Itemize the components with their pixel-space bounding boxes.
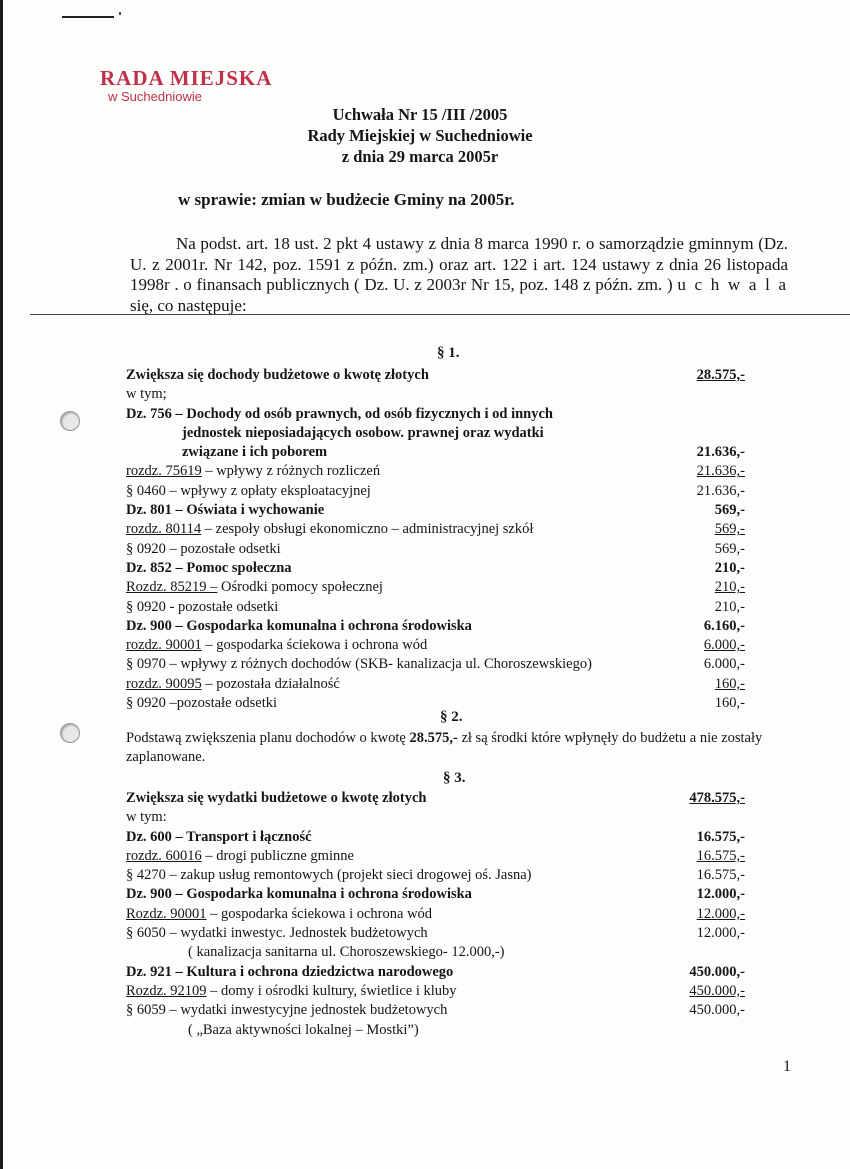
chapter-code: rozdz. 90001	[126, 637, 202, 654]
row-amount: 16.575,-	[696, 867, 745, 884]
row-label: Dz. 600 – Transport i łączność	[126, 828, 312, 845]
row-amount: 6.000,-	[703, 656, 745, 673]
scan-edge	[0, 0, 3, 1169]
row-label: jednostek nieposiadających osobow. prawnej oraz wydatki	[182, 424, 544, 441]
expenditure-paragraph-row	[126, 924, 826, 943]
chapter-name: – gospodarka ściekowa i ochrona wód	[206, 905, 433, 922]
corner-dot	[119, 12, 121, 15]
row-amount: 450.000,-	[689, 1002, 745, 1019]
chapter-code: Rozdz. 90001	[126, 905, 207, 922]
row-amount: 6.000,-	[703, 637, 745, 654]
income-division-row-continued	[126, 443, 826, 462]
header-line-1: Uchwała Nr 15 /III /2005	[332, 105, 508, 124]
row-label	[126, 847, 656, 866]
row-label: Dz. 900 – Gospodarka komunalna i ochrona środowiska	[126, 886, 472, 903]
income-division-row	[126, 559, 826, 578]
expenditure-total-row	[126, 789, 826, 808]
expenditure-row	[126, 808, 826, 827]
income-row	[126, 385, 826, 404]
row-label: § 0920 –pozostałe odsetki	[126, 695, 278, 712]
chapter-name: – domy i ośrodki kultury, świetlice i kluby	[206, 982, 457, 999]
legal-basis-tail: się, co następuje:	[130, 295, 247, 315]
income-paragraph-row	[126, 540, 826, 559]
row-amount: 569,-	[714, 502, 745, 519]
chapter-name: – gospodarka ściekowa i ochrona wód	[201, 637, 428, 654]
legal-basis-text: Na podst. art. 18 ust. 2 pkt 4 ustawy z dnia 8 marca 1990 r. o samorządzie gminnym (Dz. U. z 2001r. Nr 142, poz. 1591 z późn. zm.) oraz art. 122 i art. 124 ustawy z dnia 26 listopada 1998r . o finansach publicznych ( Dz. U. z 2003r Nr 15, poz. 148 z późn. zm. )	[130, 234, 788, 294]
row-label	[126, 520, 656, 539]
row-label: § 0920 - pozostałe odsetki	[126, 598, 279, 615]
chapter-name: – wpływy z różnych rozliczeń	[201, 463, 381, 480]
row-amount: 210,-	[714, 559, 745, 576]
row-amount: 28.575,-	[696, 367, 745, 383]
row-amount: 21.636,-	[696, 444, 745, 461]
resolves-word: u c h w a l a	[677, 275, 789, 294]
row-amount: 569,-	[714, 540, 745, 557]
income-chapter-row	[126, 578, 826, 597]
row-label: ( kanalizacja sanitarna ul. Choroszewskiego- 12.000,-)	[188, 944, 505, 961]
income-chapter-row	[126, 636, 826, 655]
row-label	[126, 675, 656, 694]
row-label: Dz. 852 – Pomoc społeczna	[126, 559, 292, 576]
row-amount: 6.160,-	[703, 617, 745, 634]
row-amount: 210,-	[714, 579, 745, 596]
income-division-row-continued	[126, 424, 826, 443]
punch-hole-lower	[60, 723, 80, 743]
row-label: § 6059 – wydatki inwestycyjne jednostek budżetowych	[126, 1002, 448, 1019]
row-label: Zwiększa się wydatki budżetowe o kwotę złotych	[126, 790, 427, 806]
chapter-code: Rozdz. 85219 –	[126, 579, 218, 596]
expenditure-chapter-row	[126, 982, 826, 1001]
row-amount: 21.636,-	[696, 463, 745, 480]
expenditure-division-row	[126, 963, 826, 982]
row-label: § 6050 – wydatki inwestyc. Jednostek budżetowych	[126, 925, 428, 942]
row-label: w tym:	[126, 809, 167, 826]
section-2-text-after: zł są środki które wpłynęły do budżetu a nie zostały zaplanowane.	[126, 730, 763, 765]
expenditure-table	[126, 789, 826, 1040]
expenditure-chapter-row	[126, 905, 826, 924]
section-2-amount: 28.575,-	[409, 730, 458, 746]
row-amount: 12.000,-	[696, 905, 745, 922]
row-amount: 478.575,-	[689, 790, 745, 806]
section-2-text-before: Podstawą zwiększenia planu dochodów o kwotę	[126, 730, 410, 746]
row-amount: 450.000,-	[689, 963, 745, 980]
strike-line	[30, 314, 850, 315]
row-label: § 0460 – wpływy z opłaty eksploatacyjnej	[126, 482, 371, 499]
chapter-name: – zespoły obsługi ekonomiczno – administracyjnej szkół	[201, 521, 534, 538]
punch-hole-upper	[60, 411, 80, 431]
income-division-row	[126, 617, 826, 636]
row-label	[126, 636, 656, 655]
corner-mark	[62, 16, 114, 18]
income-paragraph-row	[126, 694, 826, 713]
row-label: w tym;	[126, 386, 167, 403]
header-line-3: z dnia 29 marca 2005r	[341, 147, 499, 166]
row-label	[126, 462, 656, 481]
row-label: Dz. 756 – Dochody od osób prawnych, od osób fizycznych i od innych	[126, 405, 553, 422]
chapter-code: Rozdz. 92109	[126, 982, 207, 999]
row-label: § 4270 – zakup usług remontowych (projekt sieci drogowej oś. Jasna)	[126, 867, 532, 884]
resolution-header	[300, 104, 540, 167]
expenditure-division-row	[126, 885, 826, 904]
row-amount: 210,-	[714, 598, 745, 615]
council-stamp	[100, 66, 272, 104]
chapter-code: rozdz. 80114	[126, 521, 202, 538]
section-1-heading: § 1.	[437, 345, 460, 361]
row-amount: 12.000,-	[696, 925, 745, 942]
row-amount: 16.575,-	[696, 847, 745, 864]
header-line-2: Rady Miejskiej w Suchedniowie	[307, 126, 533, 145]
row-amount: 16.575,-	[696, 828, 745, 845]
row-amount: 21.636,-	[696, 482, 745, 499]
row-label: Dz. 900 – Gospodarka komunalna i ochrona środowiska	[126, 617, 472, 634]
row-amount: 160,-	[714, 675, 745, 692]
row-amount: 160,-	[714, 695, 745, 712]
row-label	[126, 905, 656, 924]
income-paragraph-row	[126, 482, 826, 501]
expenditure-note-row	[126, 943, 826, 962]
legal-basis-paragraph	[130, 234, 788, 316]
income-paragraph-row	[126, 598, 826, 617]
section-2-heading: § 2.	[440, 709, 463, 725]
row-label	[126, 982, 656, 1001]
income-chapter-row	[126, 675, 826, 694]
row-label: Zwiększa się dochody budżetowe o kwotę złotych	[126, 367, 429, 383]
income-total-row	[126, 366, 826, 385]
expenditure-paragraph-row	[126, 1001, 826, 1020]
row-label: § 0970 – wpływy z różnych dochodów (SKB- kanalizacja ul. Choroszewskiego)	[126, 656, 592, 673]
income-division-row	[126, 501, 826, 520]
row-label: Dz. 921 – Kultura i ochrona dziedzictwa narodowego	[126, 963, 454, 980]
expenditure-division-row	[126, 828, 826, 847]
row-label: związane i ich poborem	[182, 444, 328, 461]
section-2-text	[126, 729, 791, 767]
row-label	[126, 578, 656, 597]
chapter-code: rozdz. 60016	[126, 847, 202, 864]
page-number: 1	[783, 1058, 791, 1075]
row-amount: 450.000,-	[689, 982, 745, 999]
expenditure-note-row	[126, 1021, 826, 1040]
chapter-code: rozdz. 90095	[126, 675, 202, 692]
chapter-name: – drogi publiczne gminne	[201, 847, 354, 864]
income-chapter-row	[126, 462, 826, 481]
income-chapter-row	[126, 520, 826, 539]
chapter-name: – pozostała działalność	[201, 675, 340, 692]
section-3-heading: § 3.	[443, 770, 466, 786]
row-amount: 12.000,-	[696, 886, 745, 903]
stamp-line-2: w Suchedniowie	[108, 89, 202, 104]
chapter-code: rozdz. 75619	[126, 463, 202, 480]
income-paragraph-row	[126, 655, 826, 674]
row-amount: 569,-	[714, 521, 745, 538]
row-label: Dz. 801 – Oświata i wychowanie	[126, 502, 325, 519]
stamp-line-1: RADA MIEJSKA	[100, 66, 273, 90]
row-label: § 0920 – pozostałe odsetki	[126, 540, 281, 557]
expenditure-paragraph-row	[126, 866, 826, 885]
chapter-name: Ośrodki pomocy społecznej	[217, 579, 383, 596]
resolution-subject: w sprawie: zmian w budżecie Gminy na 2005r.	[178, 190, 515, 209]
row-label: ( „Baza aktywności lokalnej – Mostki”)	[188, 1021, 419, 1038]
income-table	[126, 366, 826, 713]
income-division-row	[126, 405, 826, 424]
expenditure-chapter-row	[126, 847, 826, 866]
